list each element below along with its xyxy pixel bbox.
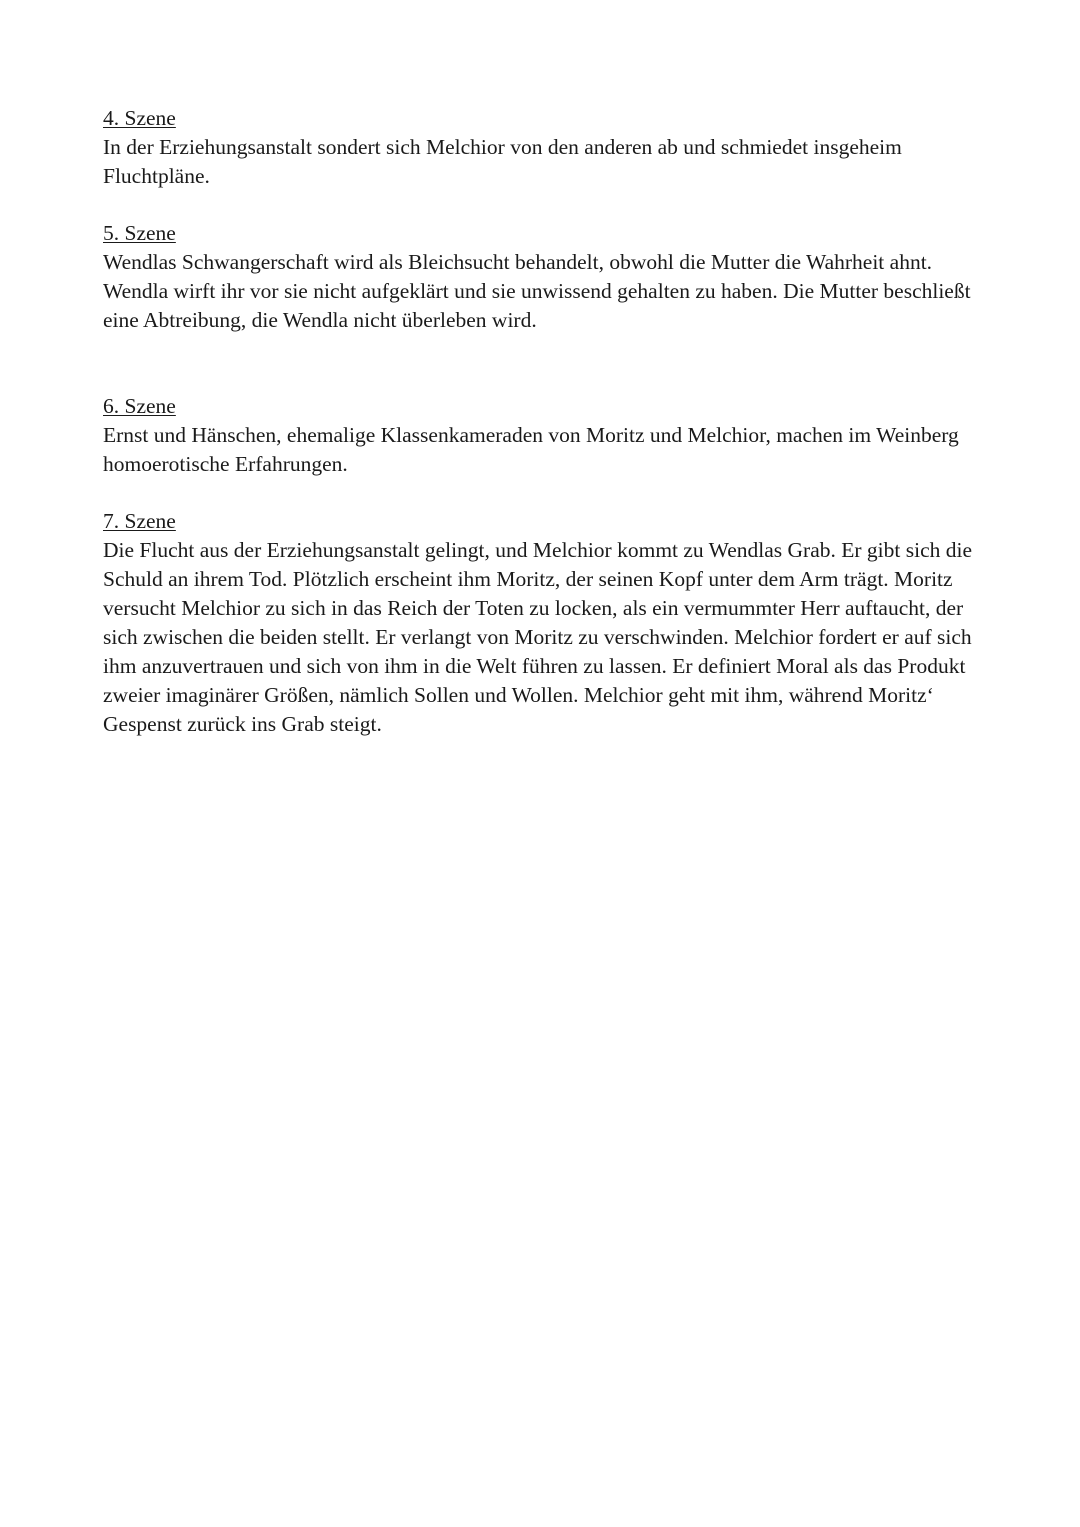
scene-6 bbox=[103, 392, 983, 479]
scene-heading: 6. Szene bbox=[103, 394, 176, 418]
scene-text: Ernst und Hänschen, ehemalige Klassenkameraden von Moritz und Melchior, machen im Weinberg homoerotische Erfahrungen. bbox=[103, 423, 959, 476]
scene-heading: 7. Szene bbox=[103, 509, 176, 533]
document-content bbox=[103, 104, 983, 739]
paragraph-spacer bbox=[103, 479, 983, 507]
scene-text: Wendlas Schwangerschaft wird als Bleichsucht behandelt, obwohl die Mutter die Wahrheit ahnt. Wendla wirft ihr vor sie nicht aufgeklärt und sie unwissend gehalten zu haben. Die Mutter beschließt eine Abtreibung, die Wendla nicht überleben wird. bbox=[103, 250, 971, 332]
scene-text: Die Flucht aus der Erziehungsanstalt gelingt, und Melchior kommt zu Wendlas Grab. Er gibt sich die Schuld an ihrem Tod. Plötzlich erscheint ihm Moritz, der seinen Kopf unter dem Arm trägt. Moritz versucht Melchior zu sich in das Reich der Toten zu locken, als ein vermummter Herr auftaucht, der sich zwischen die beiden stellt. Er verlangt von Moritz zu verschwinden. Melchior fordert er auf sich ihm anzuvertrauen und sich von ihm in die Welt führen zu lassen. Er definiert Moral als das Produkt zweier imaginärer Größen, nämlich Sollen und Wollen. Melchior geht mit ihm, während Moritz‘ Gespenst zurück ins Grab steigt. bbox=[103, 538, 973, 736]
scene-heading: 5. Szene bbox=[103, 221, 176, 245]
scene-heading: 4. Szene bbox=[103, 106, 176, 130]
scene-4 bbox=[103, 104, 983, 191]
scene-text: In der Erziehungsanstalt sondert sich Melchior von den anderen ab und schmiedet insgeheim Fluchtpläne. bbox=[103, 135, 902, 188]
paragraph-spacer bbox=[103, 191, 983, 219]
paragraph-spacer bbox=[103, 335, 983, 392]
scene-5 bbox=[103, 219, 983, 335]
scene-7 bbox=[103, 507, 983, 739]
